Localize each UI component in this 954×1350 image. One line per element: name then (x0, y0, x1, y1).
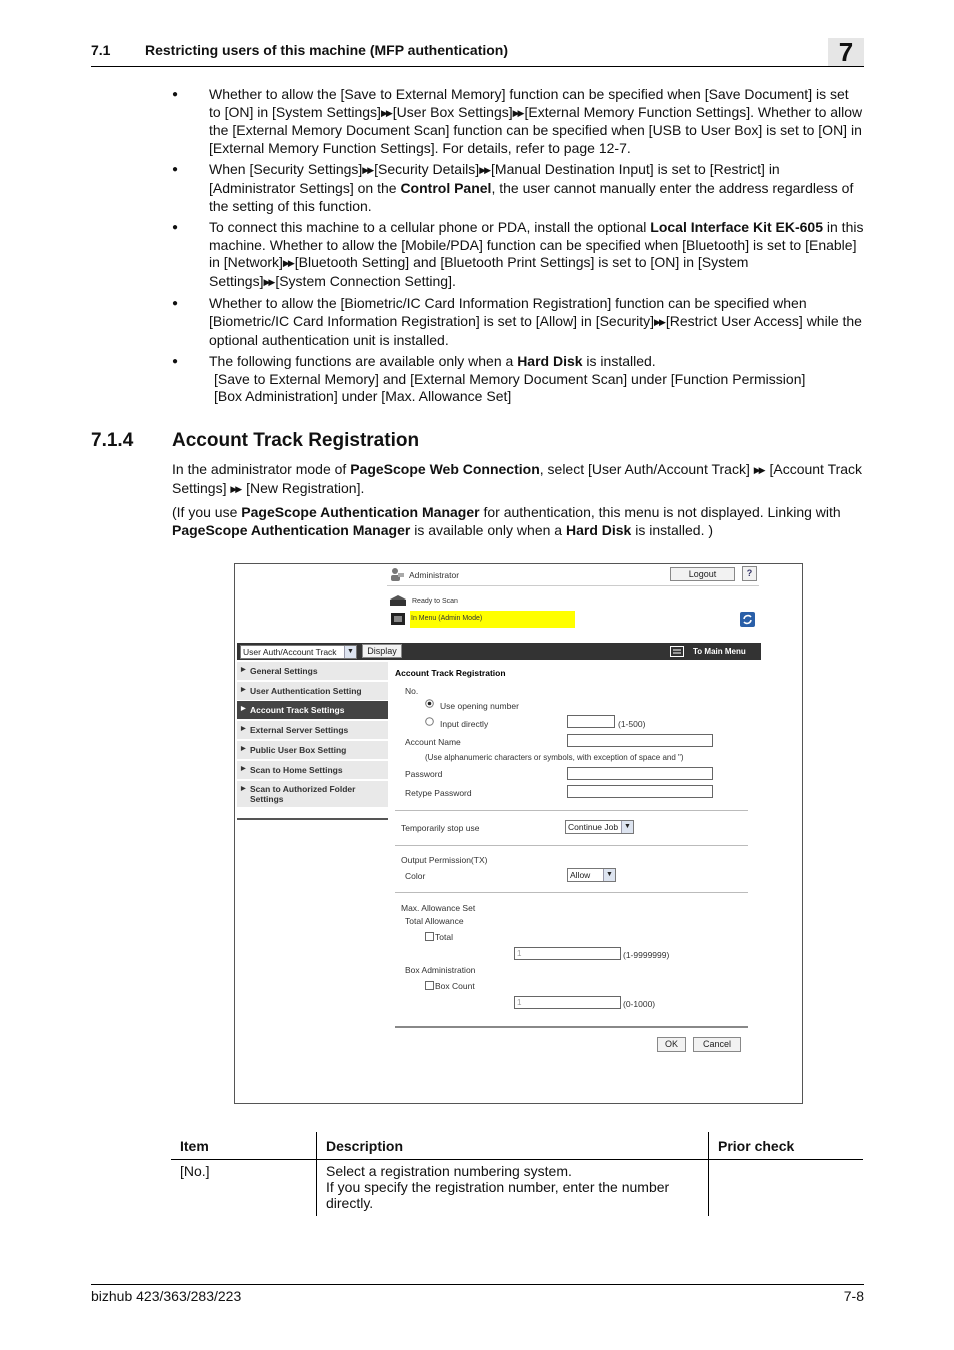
chevron-down-icon: ▼ (344, 646, 356, 658)
triangle-right-icon: ▶ (241, 667, 246, 673)
triangle-right-icon: ▶ (241, 746, 246, 752)
status-admin-mode: In Menu (Admin Mode) (411, 615, 483, 622)
total-range: (1-9999999) (623, 950, 670, 960)
bullet-icon: ● (172, 164, 179, 176)
form-title: Account Track Registration (395, 668, 506, 678)
box-count-label: Box Count (435, 981, 475, 991)
menu-label: General Settings (250, 666, 318, 676)
text-run: When [Security Settings] (209, 161, 363, 178)
triangle-right-icon: ▶ (241, 786, 246, 792)
text-run: in this machine. Whether to allow the [Mobile/PDA] function can be specified when [Bluetooth] is set to [Enable] in [Network] (209, 218, 864, 271)
chapter-badge: 7 (828, 38, 864, 66)
bullet-subline: [Save to External Memory] and [External Memory Document Scan] under [Function Permission] (214, 370, 806, 387)
bullet-item (172, 219, 864, 292)
footer-model: bizhub 423/363/283/223 (91, 1288, 242, 1304)
radio-input-directly[interactable] (425, 717, 434, 726)
box-admin-label: Box Administration (405, 965, 476, 975)
form-divider-3 (395, 892, 748, 893)
text-run: [External Memory Function Settings]. Whether to allow the [External Memory Document Scan] function can be specified when [USB to User Box] is set to [ON] in [External Memory Function Settings]. For details, refer to page 12-7. (209, 103, 863, 157)
category-select-value: User Auth/Account Track (243, 647, 337, 657)
section-heading (91, 430, 419, 452)
color-select[interactable] (567, 868, 616, 882)
note-paragraph (172, 504, 864, 539)
double-arrow-icon: ▶▶ (753, 465, 764, 475)
main-menu-icon[interactable] (670, 646, 684, 657)
display-button[interactable]: Display (362, 644, 402, 658)
double-arrow-icon: ▶▶ (380, 107, 391, 118)
chevron-down-icon: ▼ (621, 821, 633, 833)
text-run: Whether to allow the [Save to External Memory] function can be specified when [Save Document] is set to [ON] in [System Settings] (209, 86, 849, 120)
logout-button[interactable]: Logout (670, 567, 735, 581)
text-run: The following functions are available only when a (209, 352, 518, 369)
text-run: (If you use (172, 504, 242, 520)
temp-stop-select[interactable] (565, 820, 634, 834)
menu-scan-to-home[interactable] (237, 761, 388, 780)
account-name-note: (Use alphanumeric characters or symbols, with exception of space and ") (425, 753, 684, 762)
table-header-row (171, 1132, 863, 1160)
menu-label: User Authentication Setting (250, 686, 362, 696)
text-run: is available only when a (410, 521, 566, 538)
bold-term: PageScope Web Connection (350, 461, 540, 477)
top-divider (387, 585, 759, 586)
text-run: [System Connection Setting]. (275, 273, 456, 290)
double-arrow-icon: ▶▶ (263, 277, 274, 288)
web-connection-screenshot (234, 563, 803, 1104)
box-count-checkbox[interactable] (425, 981, 434, 990)
double-arrow-icon: ▶▶ (362, 165, 373, 176)
admin-mode-icon (388, 611, 408, 627)
text-run: [Bluetooth Setting] and [Bluetooth Print Settings] is set to [ON] in [System Settings] (209, 254, 749, 290)
description-line-1: Select a registration numbering system. (326, 1163, 572, 1179)
admin-label: Administrator (409, 570, 460, 580)
password-label: Password (405, 769, 443, 779)
radio-opening-number[interactable] (425, 699, 434, 708)
bold-term: Control Panel (400, 180, 492, 197)
triangle-right-icon: ▶ (241, 766, 246, 772)
bullet-subline: [Box Administration] under [Max. Allowance Set] (214, 388, 512, 405)
menu-label: Scan to Home Settings (250, 765, 343, 775)
table-header-description: Description (317, 1132, 709, 1160)
menu-label: Public User Box Setting (250, 745, 347, 755)
status-highlight (410, 611, 575, 628)
menu-general-settings[interactable] (237, 662, 388, 681)
intro-paragraph (172, 461, 864, 498)
text-run: Whether to allow the [Biometric/IC Card Information Registration] function can be specified when [Biometric/IC Card Information Registration] is set to [Allow] in [Security] (209, 295, 807, 329)
direct-number-input[interactable] (567, 715, 615, 728)
bold-term: Local Interface Kit EK-605 (650, 218, 823, 235)
temp-stop-value: Continue Job (568, 822, 619, 832)
total-input[interactable]: 1 (514, 947, 621, 960)
triangle-right-icon: ▶ (241, 687, 246, 693)
ok-button[interactable]: OK (657, 1037, 686, 1052)
bullet-icon: ● (172, 355, 179, 367)
help-button[interactable]: ? (742, 566, 757, 581)
section-title: Account Track Registration (172, 430, 420, 451)
retype-password-label: Retype Password (405, 788, 472, 798)
text-run: for authentication, this menu is not displayed. Linking with (479, 504, 841, 520)
box-count-input[interactable]: 1 (514, 996, 621, 1009)
menu-account-track-settings[interactable] (237, 701, 388, 720)
color-value: Allow (570, 870, 591, 880)
bullet-icon: ● (172, 298, 179, 310)
form-divider-4 (395, 1026, 748, 1028)
total-checkbox[interactable] (425, 932, 434, 941)
text-run: , select [User Auth/Account Track] (539, 461, 754, 477)
text-run: [New Registration]. (242, 479, 365, 496)
opt-direct-label: Input directly (440, 719, 489, 729)
opt-opening-label: Use opening number (440, 701, 519, 711)
bold-term: PageScope Authentication Manager (241, 504, 480, 520)
text-run: [Account Track Settings] (172, 461, 863, 496)
double-arrow-icon: ▶▶ (282, 258, 293, 269)
double-arrow-icon: ▶▶ (512, 107, 523, 118)
double-arrow-icon: ▶▶ (654, 316, 664, 327)
total-label: Total (435, 932, 453, 942)
triangle-right-icon: ▶ (241, 726, 246, 732)
output-permission-label: Output Permission(TX) (401, 855, 488, 865)
triangle-right-icon: ▶ (241, 706, 246, 712)
bold-term: Hard Disk (565, 521, 632, 538)
menu-label: External Server Settings (250, 725, 349, 735)
table-header-item: Item (171, 1132, 317, 1160)
section-number: 7.1.4 (91, 430, 134, 451)
cancel-button[interactable]: Cancel (693, 1037, 741, 1052)
box-range: (0-1000) (623, 999, 656, 1009)
menu-scan-to-authorized-folder[interactable] (237, 781, 388, 808)
account-name-label: Account Name (405, 737, 461, 747)
menu-bottom-rule (237, 818, 388, 820)
table-header-prior-check: Prior check (709, 1132, 864, 1160)
total-allowance-label: Total Allowance (405, 916, 464, 926)
header-section-number: 7.1 (91, 42, 111, 58)
retype-password-input[interactable] (567, 785, 713, 798)
form-divider-2 (395, 845, 748, 846)
password-input[interactable] (567, 767, 713, 780)
text-run: [Manual Destination Input] is set to [Restrict] in [Administrator Settings] on the (209, 161, 780, 197)
table-cell-item: [No.] (171, 1160, 317, 1217)
header-title: Restricting users of this machine (MFP authentication) (145, 42, 509, 58)
bullet-item (172, 353, 864, 406)
bullet-item (172, 295, 864, 349)
bold-term: PageScope Authentication Manager (172, 521, 411, 538)
max-allowance-label: Max. Allowance Set (401, 903, 476, 913)
bullet-list (172, 86, 864, 409)
text-run: To connect this machine to a cellular phone or PDA, install the optional (209, 218, 651, 235)
menu-external-server[interactable] (237, 721, 388, 740)
text-run: In the administrator mode of (172, 461, 351, 477)
page-footer (91, 1284, 864, 1304)
text-run: , the user cannot manually enter the address regardless of the setting of this function. (209, 180, 854, 214)
double-arrow-icon: ▶▶ (230, 483, 241, 494)
menu-user-auth-setting[interactable] (237, 682, 388, 701)
direct-range: (1-500) (618, 719, 646, 729)
table-cell-description (317, 1160, 709, 1217)
category-select[interactable] (240, 645, 357, 659)
bullet-icon: ● (172, 221, 179, 233)
text-run: is installed. (582, 352, 656, 369)
bullet-item (172, 161, 864, 215)
table-cell-prior-check (709, 1160, 864, 1217)
double-arrow-icon: ▶▶ (479, 165, 490, 176)
bullet-icon: ● (172, 89, 179, 100)
temp-stop-label: Temporarily stop use (401, 823, 480, 833)
text-run: is installed. ) (631, 521, 714, 538)
menu-label: Scan to Authorized Folder Settings (250, 784, 356, 804)
menu-label: Account Track Settings (250, 705, 345, 715)
table-row (171, 1160, 863, 1217)
refresh-icon[interactable] (740, 612, 755, 627)
running-header (91, 37, 864, 67)
scanner-icon (388, 594, 408, 608)
bullet-item (172, 86, 864, 158)
to-main-menu-link[interactable]: To Main Menu (693, 647, 746, 656)
account-name-input[interactable] (567, 734, 713, 747)
text-run: [Restrict User Access] while the optional authentication unit is installed. (209, 312, 862, 348)
text-run: [User Box Settings] (392, 103, 513, 120)
chevron-down-icon: ▼ (603, 869, 615, 881)
no-label: No. (405, 686, 419, 696)
item-table (171, 1132, 863, 1216)
menu-public-user-box[interactable] (237, 741, 388, 760)
bold-term: Hard Disk (517, 352, 583, 369)
administrator-icon (389, 567, 404, 581)
status-ready: Ready to Scan (412, 598, 458, 605)
description-line-2: If you specify the registration number, enter the number directly. (326, 1179, 670, 1211)
form-divider-1 (395, 810, 748, 811)
text-run: [Security Details] (374, 161, 480, 178)
color-label: Color (405, 871, 426, 881)
footer-page-number: 7-8 (843, 1288, 864, 1304)
